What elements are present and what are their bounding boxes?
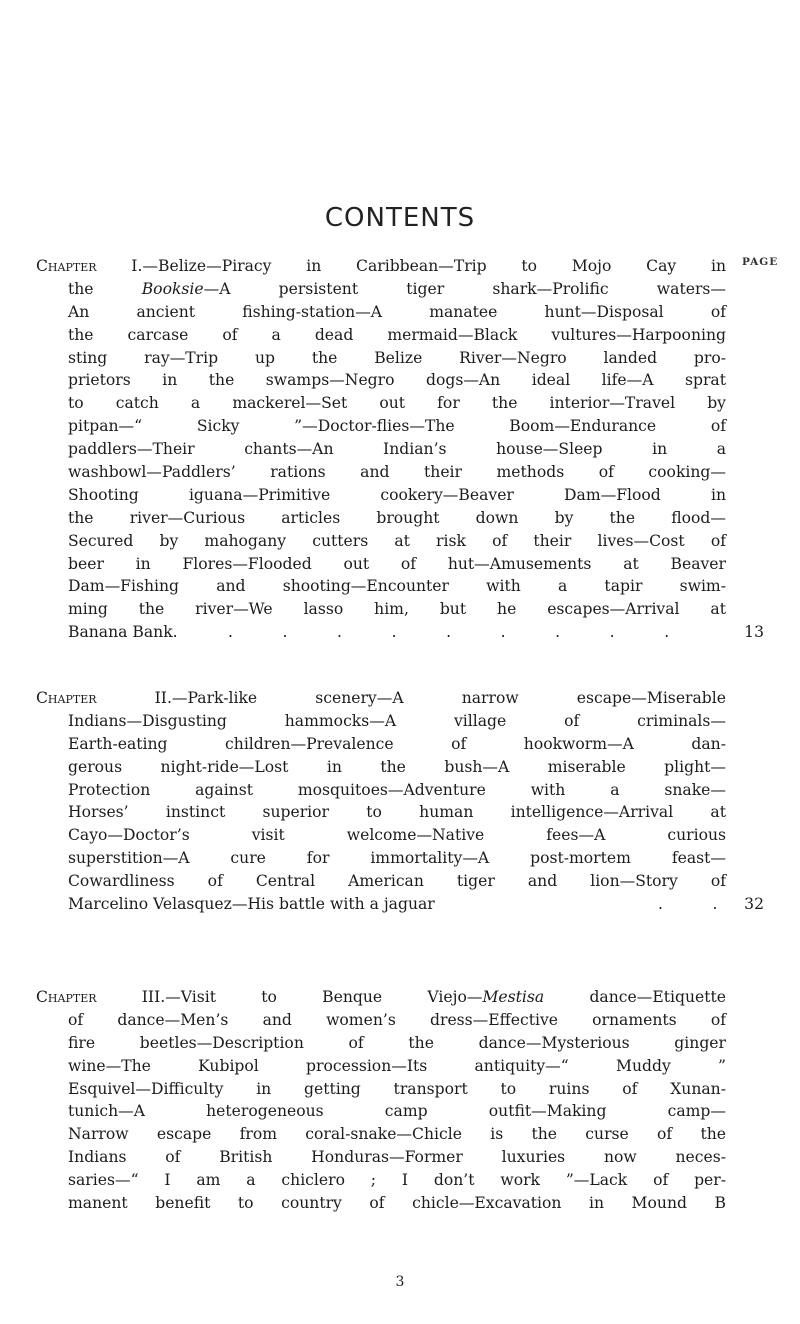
dance-name: Mestisa [482, 988, 545, 1006]
chapter-1-line: Banana Bank. . . . . . . . . . 13 [36, 621, 726, 644]
chapter-3-line: wine—The Kubipol procession—Its antiquity—“ Muddy ” [68, 1056, 726, 1075]
chapter-2-line: Horses’ instinct superior to human intelligence—Arrival at [68, 803, 726, 822]
chapter-1-line: Dam—Fishing and shooting—Encounter with a tapir swim- [68, 577, 726, 596]
chapter-2-line: Cowardliness of Central American tiger and lion—Story of [68, 872, 726, 891]
chapter-3-line: fire beetles—Description of the dance—Mysterious ginger [68, 1033, 726, 1052]
chapter-1-line: the carcase of a dead mermaid—Black vultures—Harpooning [68, 325, 726, 344]
chapter-2-line: Marcelino Velasquez—His battle with a jaguar . . 32 [36, 893, 726, 916]
chapter-1-page-number: 13 [744, 623, 764, 642]
page-title: CONTENTS [324, 203, 476, 233]
chapter-2-line: Earth-eating children—Prevalence of hookworm—A dan- [68, 734, 726, 753]
chapter-3-line: manent benefit to country of chicle—Excavation in Mound B [68, 1194, 726, 1213]
chapter-1-line: An ancient fishing-station—A manatee hunt—Disposal of [68, 302, 726, 321]
chapter-2-line: Chapter II.—Park-like scenery—A narrow escape—Miserable [36, 689, 726, 707]
chapter-2-label: Chapter II. [36, 689, 172, 707]
chapter-1-line: Chapter I.—Belize—Piracy in Caribbean—Trip to Mojo Cay in [36, 257, 727, 275]
chapter-1-label: Chapter I. [36, 257, 143, 275]
chapter-3-line: Chapter III.—Visit to Benque Viejo—Mestisa dance—Etiquette [36, 988, 726, 1006]
chapter-2-line: superstition—A cure for immortality—A post-mortem feast— [68, 849, 726, 868]
dot-leader: . . . . . . . . . [228, 623, 670, 642]
page-column-header: PAGE [742, 256, 779, 268]
chapter-3-line: saries—“ I am a chiclero ; I don’t work ”—Lack of per- [68, 1171, 726, 1190]
chapter-1-line: pitpan—“ Sicky ”—Doctor-flies—The Boom—Endurance of [68, 417, 726, 436]
chapter-3-line: Narrow escape from coral-snake—Chicle is the curse of the [68, 1125, 726, 1144]
chapter-1-line: Secured by mahogany cutters at risk of their lives—Cost of [68, 531, 726, 550]
chapter-2-line: gerous night-ride—Lost in the bush—A miserable plight— [68, 757, 726, 776]
chapter-1-line: the Booksie—A persistent tiger shark—Prolific waters— [68, 279, 726, 298]
chapter-1-line: prietors in the swamps—Negro dogs—An ideal life—A sprat [68, 371, 726, 390]
chapter-2-line: Indians—Disgusting hammocks—A village of criminals— [68, 711, 726, 730]
chapter-3-line: of dance—Men’s and women’s dress—Effective ornaments of [68, 1010, 726, 1029]
chapter-1-line: beer in Flores—Flooded out of hut—Amusements at Beaver [68, 554, 726, 573]
chapter-3-line: Indians of British Honduras—Former luxuries now neces- [68, 1148, 726, 1167]
chapter-1-line: washbowl—Paddlers’ rations and their methods of cooking— [68, 463, 726, 482]
chapter-3-label: Chapter III. [36, 988, 166, 1006]
chapter-2-entry [36, 687, 764, 916]
chapter-2-page-number: 32 [744, 895, 764, 914]
page-folio-number: 3 [395, 1274, 405, 1290]
chapter-3-entry [36, 986, 726, 1215]
chapter-1-line: to catch a mackerel—Set out for the interior—Travel by [68, 394, 726, 413]
chapter-1-line: paddlers—Their chants—An Indian’s house—Sleep in a [68, 440, 726, 459]
ship-name: Booksie [141, 279, 204, 298]
chapter-3-line: tunich—A heterogeneous camp outfit—Making camp— [68, 1102, 726, 1121]
chapter-1-line: ming the river—We lasso him, but he escapes—Arrival at [68, 600, 726, 619]
chapter-2-line: Protection against mosquitoes—Adventure with a snake— [68, 780, 726, 799]
chapter-1-line: the river—Curious articles brought down by the flood— [68, 508, 726, 527]
chapter-1-line: sting ray—Trip up the Belize River—Negro landed pro- [68, 348, 726, 367]
dot-leader: . . [658, 895, 718, 914]
chapter-2-line: Cayo—Doctor’s visit welcome—Native fees—A curious [68, 826, 726, 845]
chapter-1-line: Shooting iguana—Primitive cookery—Beaver Dam—Flood in [68, 485, 726, 504]
chapter-3-line: Esquivel—Difficulty in getting transport to ruins of Xunan- [68, 1079, 726, 1098]
